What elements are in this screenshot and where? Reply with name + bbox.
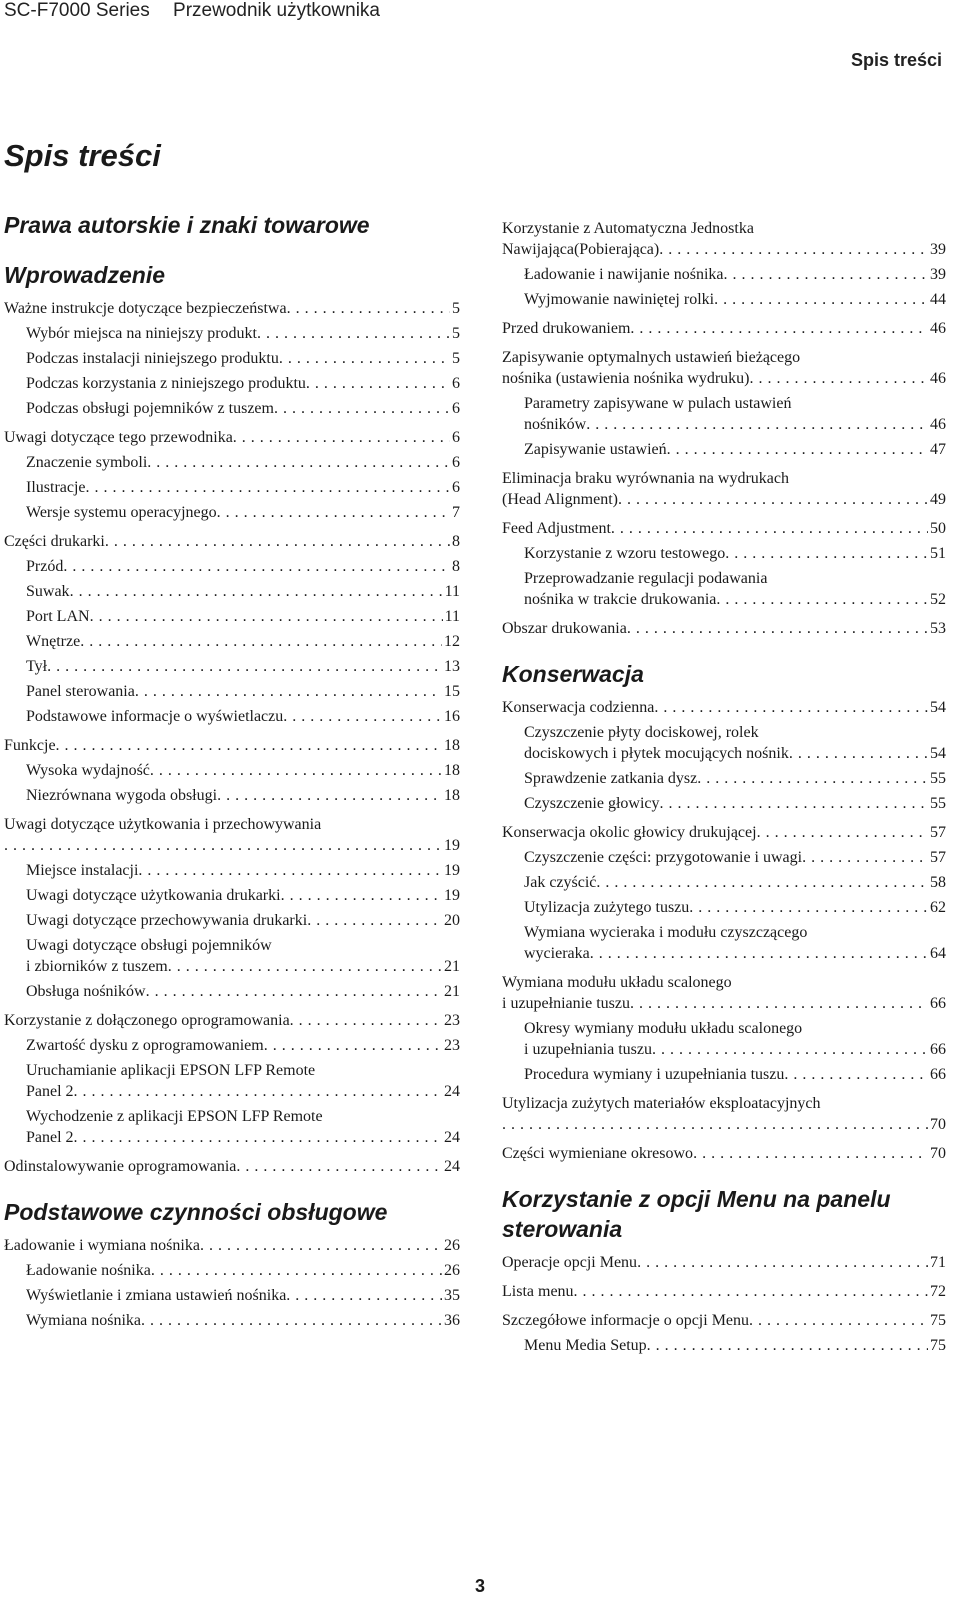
toc-page-number: 70 — [930, 1145, 946, 1162]
toc-page-number: 20 — [444, 912, 460, 929]
dot-leader — [697, 768, 928, 789]
toc-entry[interactable] — [4, 735, 460, 756]
toc-page-number: 71 — [930, 1254, 946, 1271]
toc-page-number: 6 — [452, 429, 460, 446]
toc-subentry[interactable] — [4, 1285, 460, 1306]
toc-entry-title: Uwagi dotyczące obsługi pojemników — [26, 937, 272, 954]
toc-entry-title: Wnętrze — [26, 633, 81, 650]
dot-leader — [141, 1310, 442, 1331]
toc-page-number: 24 — [444, 1083, 460, 1100]
toc-entry[interactable] — [502, 697, 946, 718]
toc-subentry[interactable] — [502, 768, 946, 789]
running-header — [4, 0, 380, 22]
toc-subentry[interactable] — [502, 439, 946, 460]
toc-subentry[interactable] — [4, 581, 460, 602]
toc-page-number: 39 — [930, 241, 946, 258]
dot-leader — [257, 323, 450, 344]
dot-leader — [652, 1039, 928, 1060]
toc-page-number: 6 — [452, 454, 460, 471]
toc-entry[interactable] — [502, 1310, 946, 1331]
toc-section-heading: Wprowadzenie — [4, 262, 166, 288]
toc-page-number: 8 — [452, 533, 460, 550]
toc-page-number: 75 — [930, 1312, 946, 1329]
toc-entry-title: Miejsce instalacji — [26, 862, 139, 879]
dot-leader — [725, 543, 928, 564]
toc-subentry[interactable] — [502, 568, 946, 610]
toc-subentry[interactable] — [4, 1035, 460, 1056]
toc-entry-title: Części wymieniane okresowo — [502, 1145, 694, 1162]
dot-leader — [502, 1114, 928, 1135]
toc-entry-title: Przeprowadzanie regulacji podawania — [524, 570, 768, 587]
toc-page-number: 46 — [930, 416, 946, 433]
dot-leader — [168, 956, 442, 977]
toc-subentry[interactable] — [4, 1060, 460, 1102]
toc-page-number: 23 — [444, 1012, 460, 1029]
toc-entry-title: Panel sterowania — [26, 683, 135, 700]
toc-subentry[interactable] — [4, 910, 460, 931]
toc-subentry[interactable] — [4, 502, 460, 523]
dot-leader — [586, 414, 928, 435]
toc-entry[interactable] — [4, 427, 460, 448]
dot-leader — [689, 897, 928, 918]
dot-leader — [264, 1035, 442, 1056]
toc-entry-title: Lista menu — [502, 1283, 574, 1300]
toc-page-number: 55 — [930, 770, 946, 787]
toc-entry-title: Podczas instalacji niniejszego produktu — [26, 350, 279, 367]
toc-entry-title: Zwartość dysku z oprogramowaniem — [26, 1037, 264, 1054]
toc-entry-title: Uwagi dotyczące przechowywania drukarki — [26, 912, 308, 929]
toc-entry-title: Części drukarki — [4, 533, 105, 550]
toc-entry-continuation — [524, 943, 946, 964]
dot-leader — [693, 1143, 928, 1164]
toc-entry-continuation — [502, 489, 946, 510]
toc-page-number: 6 — [452, 400, 460, 417]
toc-page-number: 66 — [930, 1041, 946, 1058]
toc-page-number: 5 — [452, 300, 460, 317]
dot-leader — [151, 1260, 442, 1281]
toc-subentry[interactable] — [4, 981, 460, 1002]
dot-leader — [724, 264, 929, 285]
toc-entry-title: Okresy wymiany modułu układu scalonego — [524, 1020, 803, 1037]
toc-entry-title: Konserwacja codzienna — [502, 699, 655, 716]
dot-leader — [290, 1010, 442, 1031]
toc-entry-title: Wymiana wycieraka i modułu czyszczącego — [524, 924, 808, 941]
dot-leader — [630, 318, 928, 339]
page-title: Spis treści — [4, 138, 161, 173]
toc-subentry[interactable] — [502, 922, 946, 964]
toc-subentry[interactable] — [4, 760, 460, 781]
toc-page-number: 49 — [930, 491, 946, 508]
toc-page-number: 54 — [930, 745, 946, 762]
toc-subentry[interactable] — [502, 289, 946, 310]
toc-subentry[interactable] — [4, 885, 460, 906]
toc-page-number: 19 — [444, 837, 460, 854]
toc-entry-title: Konserwacja okolic głowicy drukującej — [502, 824, 757, 841]
toc-subentry[interactable] — [502, 393, 946, 435]
toc-subentry[interactable] — [4, 706, 460, 727]
toc-entry-title: Podczas korzystania z niniejszego produktu — [26, 375, 306, 392]
toc-page-number: 16 — [444, 708, 460, 725]
dot-leader — [627, 618, 928, 639]
toc-subentry[interactable] — [502, 847, 946, 868]
toc-page-number: 5 — [452, 350, 460, 367]
dot-leader — [716, 589, 928, 610]
toc-entry[interactable] — [4, 298, 460, 319]
toc-entry[interactable] — [4, 1235, 460, 1256]
toc-entry-continuation — [524, 414, 946, 435]
toc-entry-title: Wysoka wydajność — [26, 762, 150, 779]
toc-entry[interactable] — [502, 1093, 946, 1135]
toc-page-number: 75 — [930, 1337, 946, 1354]
toc-entry[interactable] — [502, 972, 946, 1014]
toc-entry[interactable] — [502, 468, 946, 510]
toc-page-number: 19 — [444, 887, 460, 904]
dot-leader — [56, 735, 442, 756]
guide-name: Przewodnik użytkownika — [173, 0, 380, 21]
toc-entry-title: Uwagi dotyczące użytkowania i przechowywania — [4, 816, 322, 833]
toc-entry-title: Czyszczenie głowicy — [524, 795, 660, 812]
toc-page-number: 19 — [444, 862, 460, 879]
toc-page-number: 18 — [444, 787, 460, 804]
toc-left-column — [4, 210, 460, 1331]
toc-subentry[interactable] — [4, 452, 460, 473]
toc-page-number: 35 — [444, 1287, 460, 1304]
toc-entry-title-cont: Panel 2 — [26, 1129, 74, 1146]
toc-right-column — [502, 210, 946, 1356]
toc-page-number: 21 — [444, 958, 460, 975]
dot-leader — [749, 1310, 928, 1331]
toc-entry-continuation — [524, 1039, 946, 1060]
toc-entry-title: Ładowanie i nawijanie nośnika — [524, 266, 724, 283]
toc-entry-title: Obsługa nośników — [26, 983, 146, 1000]
toc-entry-title: Znaczenie symboli — [26, 454, 148, 471]
toc-page-number: 18 — [444, 762, 460, 779]
toc-entry-title-cont: nośnika (ustawienia nośnika wydruku) — [502, 370, 750, 387]
toc-page-number: 36 — [444, 1312, 460, 1329]
dot-leader — [307, 910, 442, 931]
toc-entry-title-cont: i uzupełniania tuszu — [524, 1041, 652, 1058]
toc-entry-title: Ładowanie i wymiana nośnika — [4, 1237, 200, 1254]
toc-page-number: 6 — [452, 375, 460, 392]
toc-entry-continuation — [26, 956, 460, 977]
toc-page-number: 24 — [444, 1129, 460, 1146]
toc-entry-title: Zapisywanie ustawień — [524, 441, 667, 458]
toc-entry-title-cont: Panel 2 — [26, 1083, 74, 1100]
toc-page-number: 53 — [930, 620, 946, 637]
toc-entry-title: Wybór miejsca na niniejszy produkt — [26, 325, 257, 342]
dot-leader — [287, 298, 450, 319]
toc-entry-title: Podstawowe informacje o wyświetlaczu — [26, 708, 284, 725]
toc-page-number: 70 — [930, 1116, 946, 1133]
dot-leader — [281, 885, 442, 906]
toc-entry-title: Uwagi dotyczące użytkowania drukarki — [26, 887, 281, 904]
dot-leader — [306, 373, 450, 394]
toc-page-number: 66 — [930, 1066, 946, 1083]
toc-page-number: 26 — [444, 1262, 460, 1279]
toc-page-number: 23 — [444, 1037, 460, 1054]
toc-subentry[interactable] — [502, 793, 946, 814]
toc-page-number: 24 — [444, 1158, 460, 1175]
toc-page-number: 62 — [930, 899, 946, 916]
toc-section-heading: Prawa autorskie i znaki towarowe — [4, 212, 370, 238]
toc-entry[interactable] — [502, 318, 946, 339]
toc-page-number: 57 — [930, 849, 946, 866]
toc-page-number: 12 — [444, 633, 460, 650]
dot-leader — [63, 556, 450, 577]
dot-leader — [217, 502, 450, 523]
toc-section-heading: Korzystanie z opcji Menu na panelu sterowania — [502, 1186, 891, 1242]
toc-entry[interactable] — [502, 518, 946, 539]
toc-entry-title: Parametry zapisywane w pulach ustawień — [524, 395, 792, 412]
toc-page-number: 13 — [444, 658, 460, 675]
toc-entry-title: Wychodzenie z aplikacji EPSON LFP Remote — [26, 1108, 323, 1125]
toc-entry-title: Operacje opcji Menu — [502, 1254, 638, 1271]
dot-leader — [283, 706, 442, 727]
toc-entry-title-cont: i zbiorników z tuszem — [26, 958, 168, 975]
dot-leader — [286, 1285, 442, 1306]
toc-subentry[interactable] — [4, 606, 460, 627]
toc-subentry[interactable] — [4, 1310, 460, 1331]
toc-page-number: 51 — [930, 545, 946, 562]
toc-entry-continuation — [502, 1114, 946, 1135]
toc-subentry[interactable] — [4, 398, 460, 419]
toc-page-number: 52 — [930, 591, 946, 608]
toc-page-number: 66 — [930, 995, 946, 1012]
toc-page-number: 26 — [444, 1237, 460, 1254]
toc-subentry[interactable] — [502, 264, 946, 285]
dot-leader — [667, 439, 928, 460]
toc-entry-title: Korzystanie z Automatyczna Jednostka — [502, 220, 754, 237]
toc-entry-title-cont: i uzupełnianie tuszu — [502, 995, 630, 1012]
toc-entry-continuation — [4, 835, 460, 856]
toc-entry-continuation — [524, 589, 946, 610]
toc-page-number: 11 — [444, 608, 460, 625]
toc-subentry[interactable] — [4, 631, 460, 652]
dot-leader — [659, 239, 928, 260]
dot-leader — [147, 452, 450, 473]
dot-leader — [654, 697, 928, 718]
dot-leader — [70, 581, 443, 602]
toc-subentry[interactable] — [4, 373, 460, 394]
toc-section-heading: Konserwacja — [502, 661, 644, 687]
toc-entry-title-cont: nośnika w trakcie drukowania — [524, 591, 717, 608]
toc-entry-title: Procedura wymiany i uzupełniania tuszu — [524, 1066, 785, 1083]
dot-leader — [86, 477, 450, 498]
toc-subentry[interactable] — [4, 323, 460, 344]
toc-entry-continuation — [502, 993, 946, 1014]
toc-page-number: 39 — [930, 266, 946, 283]
dot-leader — [217, 785, 442, 806]
toc-page-number: 21 — [444, 983, 460, 1000]
dot-leader — [236, 1156, 442, 1177]
dot-leader — [105, 531, 450, 552]
toc-page-number: 11 — [444, 583, 460, 600]
toc-entry-title: Eliminacja braku wyrównania na wydrukach — [502, 470, 790, 487]
toc-subentry[interactable] — [4, 1260, 460, 1281]
dot-leader — [74, 1081, 442, 1102]
toc-entry-title: Niezrównana wygoda obsługi — [26, 787, 218, 804]
product-name: SC-F7000 Series — [4, 0, 150, 21]
toc-subentry[interactable] — [502, 722, 946, 764]
page-number: 3 — [474, 1576, 485, 1596]
toc-subentry[interactable] — [4, 1106, 460, 1148]
dot-leader — [618, 489, 928, 510]
toc-page-number: 54 — [930, 699, 946, 716]
toc-subentry[interactable] — [502, 1335, 946, 1356]
toc-page-number: 64 — [930, 945, 946, 962]
toc-entry[interactable] — [502, 1252, 946, 1273]
toc-entry-title: Odinstalowywanie oprogramowania — [4, 1158, 237, 1175]
dot-leader — [200, 1235, 442, 1256]
toc-entry-title: Korzystanie z wzoru testowego — [524, 545, 726, 562]
toc-subentry[interactable] — [4, 860, 460, 881]
dot-leader — [90, 606, 443, 627]
toc-page-number: 15 — [444, 683, 460, 700]
toc-entry-title: Utylizacja zużytych materiałów eksploatacyjnych — [502, 1095, 821, 1112]
dot-leader — [660, 793, 929, 814]
toc-subentry[interactable] — [502, 1064, 946, 1085]
dot-leader — [74, 1127, 442, 1148]
dot-leader — [590, 943, 928, 964]
toc-page-number: 44 — [930, 291, 946, 308]
toc-page-number: 5 — [452, 325, 460, 342]
toc-subentry[interactable] — [502, 543, 946, 564]
dot-leader — [47, 656, 442, 677]
toc-entry-title: Suwak — [26, 583, 70, 600]
dot-leader — [789, 743, 928, 764]
dot-leader — [647, 1335, 928, 1356]
dot-leader — [233, 427, 450, 448]
toc-entry-title-cont: (Head Alignment) — [502, 491, 618, 508]
toc-entry-continuation — [502, 239, 946, 260]
toc-subentry[interactable] — [502, 897, 946, 918]
toc-entry-title: Port LAN — [26, 608, 90, 625]
toc-entry-title: Szczegółowe informacje o opcji Menu — [502, 1312, 750, 1329]
toc-entry-continuation — [26, 1127, 460, 1148]
toc-entry-continuation — [26, 1081, 460, 1102]
toc-entry-title: Wyświetlanie i zmiana ustawień nośnika — [26, 1287, 287, 1304]
toc-entry[interactable] — [4, 1156, 460, 1177]
toc-entry[interactable] — [502, 822, 946, 843]
toc-entry-title: Wersje systemu operacyjnego — [26, 504, 217, 521]
toc-entry[interactable] — [502, 347, 946, 389]
dot-leader — [630, 993, 928, 1014]
dot-leader — [757, 822, 928, 843]
toc-subentry[interactable] — [4, 477, 460, 498]
toc-entry-title: Przed drukowaniem — [502, 320, 631, 337]
dot-leader — [596, 872, 928, 893]
toc-entry-title: Zapisywanie optymalnych ustawień bieżącego — [502, 349, 801, 366]
toc-section-heading: Podstawowe czynności obsługowe — [4, 1199, 388, 1225]
toc-subentry[interactable] — [4, 935, 460, 977]
toc-entry-title: Funkcje — [4, 737, 56, 754]
toc-entry-title: Wyjmowanie nawiniętej rolki — [524, 291, 715, 308]
dot-leader — [784, 1064, 928, 1085]
toc-page-number: 55 — [930, 795, 946, 812]
dot-leader — [574, 1281, 928, 1302]
toc-entry-continuation — [524, 743, 946, 764]
toc-entry[interactable] — [502, 1143, 946, 1164]
toc-subentry[interactable] — [4, 348, 460, 369]
toc-entry-title: Czyszczenie części: przygotowanie i uwagi — [524, 849, 803, 866]
toc-entry[interactable] — [502, 618, 946, 639]
toc-page-number: 6 — [452, 479, 460, 496]
dot-leader — [714, 289, 928, 310]
toc-page-number: 18 — [444, 737, 460, 754]
toc-page-number: 47 — [930, 441, 946, 458]
toc-entry-title: Uruchamianie aplikacji EPSON LFP Remote — [26, 1062, 316, 1079]
toc-page-number: 46 — [930, 370, 946, 387]
toc-entry[interactable] — [4, 1010, 460, 1031]
dot-leader — [802, 847, 928, 868]
toc-page-number: 58 — [930, 874, 946, 891]
toc-page-number: 8 — [452, 558, 460, 575]
dot-leader — [4, 835, 442, 856]
dot-leader — [135, 681, 442, 702]
toc-entry[interactable] — [502, 1281, 946, 1302]
toc-entry-title: Utylizacja zużytego tuszu — [524, 899, 690, 916]
toc-page-number: 72 — [930, 1283, 946, 1300]
toc-entry-title: Menu Media Setup — [524, 1337, 647, 1354]
toc-page-number: 57 — [930, 824, 946, 841]
dot-leader — [138, 860, 442, 881]
dot-leader — [80, 631, 442, 652]
toc-subentry[interactable] — [502, 872, 946, 893]
dot-leader — [750, 368, 928, 389]
toc-entry-title: Tył — [26, 658, 48, 675]
toc-entry-title: Ilustracje — [26, 479, 86, 496]
dot-leader — [150, 760, 442, 781]
toc-entry-title: Wymiana nośnika — [26, 1312, 142, 1329]
toc-page-number: 46 — [930, 320, 946, 337]
toc-entry-title-cont: dociskowych i płytek mocujących nośnik — [524, 745, 789, 762]
toc-entry-title: Ładowanie nośnika — [26, 1262, 151, 1279]
toc-entry-title: Sprawdzenie zatkania dysz — [524, 770, 698, 787]
toc-entry-title: Feed Adjustment — [502, 520, 611, 537]
toc-page-number: 50 — [930, 520, 946, 537]
toc-entry-title-cont: Nawijająca(Pobierająca) — [502, 241, 660, 258]
toc-subentry[interactable] — [4, 785, 460, 806]
toc-entry-title: Uwagi dotyczące tego przewodnika — [4, 429, 233, 446]
toc-entry[interactable] — [4, 814, 460, 856]
toc-entry-title-cont: wycieraka — [524, 945, 590, 962]
toc-entry[interactable] — [502, 218, 946, 260]
toc-entry-title: Ważne instrukcje dotyczące bezpieczeństwa — [4, 300, 287, 317]
dot-leader — [611, 518, 928, 539]
toc-entry-title: Jak czyścić — [524, 874, 597, 891]
section-header: Spis treści — [850, 50, 942, 70]
toc-entry-title: Podczas obsługi pojemników z tuszem — [26, 400, 274, 417]
toc-entry-title-cont: nośników — [524, 416, 587, 433]
toc-entry-continuation — [502, 368, 946, 389]
toc-entry[interactable] — [4, 531, 460, 552]
toc-entry-title: Korzystanie z dołączonego oprogramowania — [4, 1012, 290, 1029]
toc-subentry[interactable] — [4, 556, 460, 577]
dot-leader — [279, 348, 450, 369]
toc-entry-title: Czyszczenie płyty dociskowej, rolek — [524, 724, 759, 741]
toc-entry-title: Przód — [26, 558, 64, 575]
toc-entry-title: Wymiana modułu układu scalonego — [502, 974, 732, 991]
dot-leader — [637, 1252, 928, 1273]
dot-leader — [146, 981, 442, 1002]
toc-page-number: 7 — [452, 504, 460, 521]
toc-subentry[interactable] — [4, 656, 460, 677]
dot-leader — [274, 398, 450, 419]
toc-subentry[interactable] — [4, 681, 460, 702]
toc-subentry[interactable] — [502, 1018, 946, 1060]
toc-entry-title: Obszar drukowania — [502, 620, 627, 637]
